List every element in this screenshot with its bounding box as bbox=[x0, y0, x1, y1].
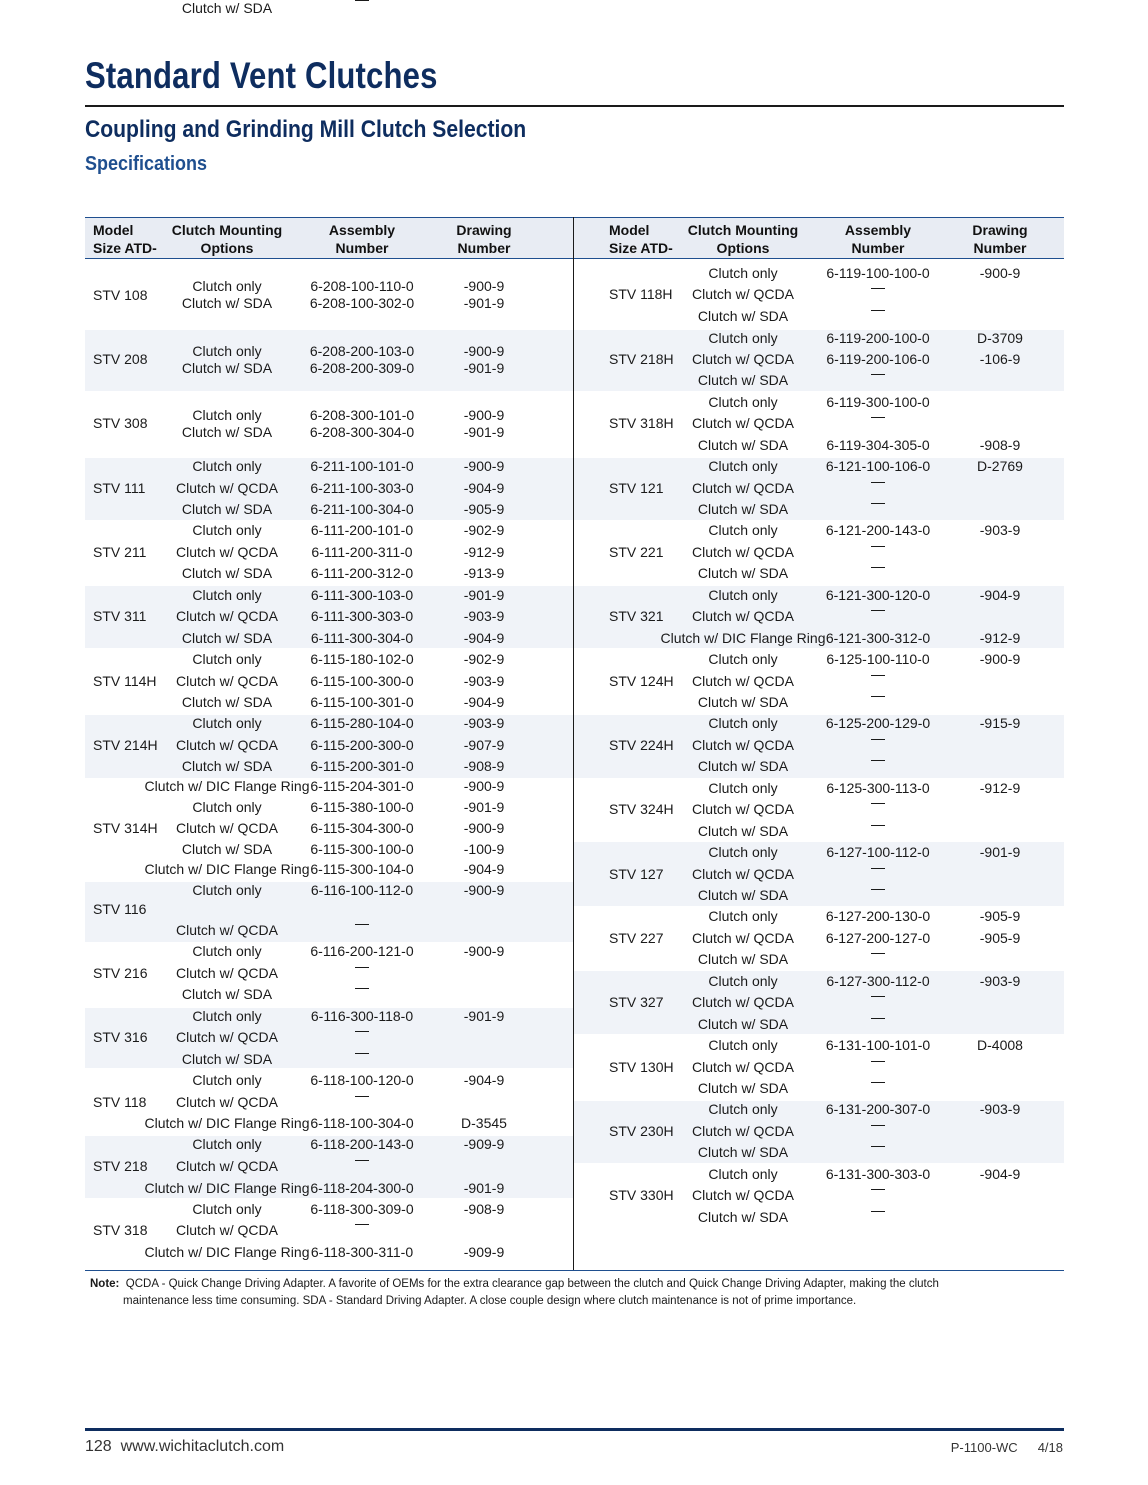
website-link[interactable]: www.wichitaclutch.com bbox=[120, 1438, 285, 1455]
assembly-number: 6-111-200-312-0 bbox=[310, 565, 414, 581]
assembly-number: 6-208-200-309-0 bbox=[309, 360, 415, 376]
assembly-number: 6-131-300-303-0 bbox=[825, 1166, 931, 1182]
mounting-option: Clutch only bbox=[708, 908, 778, 924]
mounting-option: Clutch only bbox=[708, 394, 778, 410]
assembly-number: 6-211-100-303-0 bbox=[310, 480, 414, 496]
mounting-option: Clutch w/ QCDA bbox=[176, 480, 278, 496]
mounting-option: Clutch only bbox=[708, 522, 778, 538]
drawing-number: -904-9 bbox=[979, 1166, 1021, 1182]
mounting-option: Clutch w/ QCDA bbox=[176, 544, 278, 560]
drawing-number: D-4008 bbox=[977, 1037, 1023, 1053]
assembly-number: 6-121-300-120-0 bbox=[825, 587, 931, 603]
assembly-number: 6-116-200-121-0 bbox=[310, 943, 414, 959]
assembly-number-dash bbox=[871, 696, 885, 697]
assembly-number-dash bbox=[355, 988, 369, 989]
mounting-option: Clutch w/ SDA bbox=[181, 1051, 273, 1067]
assembly-number-dash bbox=[355, 924, 369, 925]
drawing-number: -908-9 bbox=[463, 758, 505, 774]
mounting-option: Clutch w/ SDA bbox=[697, 823, 789, 839]
mounting-option: Clutch only bbox=[192, 1136, 262, 1152]
mounting-option: Clutch w/ SDA bbox=[181, 630, 273, 646]
model-size: STV 124H bbox=[609, 673, 674, 689]
drawing-number: -901-9 bbox=[463, 1180, 505, 1196]
assembly-number: 6-115-100-301-0 bbox=[310, 694, 414, 710]
assembly-number: 6-115-200-301-0 bbox=[310, 758, 414, 774]
mounting-option: Clutch w/ QCDA bbox=[692, 673, 794, 689]
mounting-option: Clutch w/ QCDA bbox=[692, 801, 794, 817]
assembly-number: 6-125-200-129-0 bbox=[825, 715, 931, 731]
mounting-option: Clutch w/ SDA bbox=[181, 841, 273, 857]
drawing-number: -900-9 bbox=[463, 343, 505, 359]
mounting-option: Clutch w/ QCDA bbox=[176, 1222, 278, 1238]
drawing-number: -905-9 bbox=[979, 930, 1021, 946]
assembly-number: 6-115-200-300-0 bbox=[310, 737, 414, 753]
mounting-option: Clutch only bbox=[708, 458, 778, 474]
assembly-number: 6-115-280-104-0 bbox=[310, 715, 414, 731]
mounting-option: Clutch w/ QCDA bbox=[176, 737, 278, 753]
header-assembly: Assembly Number bbox=[328, 222, 396, 256]
drawing-number: -901-9 bbox=[463, 295, 505, 311]
assembly-number: 6-211-100-304-0 bbox=[310, 501, 414, 517]
drawing-number: -908-9 bbox=[463, 1201, 505, 1217]
mounting-option: Clutch w/ QCDA bbox=[692, 994, 794, 1010]
drawing-number: D-3545 bbox=[461, 1115, 507, 1131]
assembly-number: 6-119-300-100-0 bbox=[826, 394, 930, 410]
mounting-option: Clutch only bbox=[192, 1072, 262, 1088]
assembly-number-dash bbox=[871, 1125, 885, 1126]
drawing-number: -900-9 bbox=[463, 778, 505, 794]
mounting-option: Clutch w/ SDA bbox=[181, 694, 273, 710]
drawing-number: -909-9 bbox=[463, 1136, 505, 1152]
drawing-number: -900-9 bbox=[979, 651, 1021, 667]
header-drawing: Drawing Number bbox=[972, 222, 1028, 256]
assembly-number-dash bbox=[871, 1146, 885, 1147]
mounting-option: Clutch w/ SDA bbox=[181, 360, 273, 376]
assembly-number: 6-127-200-127-0 bbox=[825, 930, 931, 946]
model-size: STV 318 bbox=[93, 1222, 148, 1238]
mounting-option: Clutch w/ SDA bbox=[697, 308, 789, 324]
drawing-number: -904-9 bbox=[463, 694, 505, 710]
assembly-number: 6-208-300-304-0 bbox=[309, 424, 415, 440]
drawing-number: -903-9 bbox=[463, 673, 505, 689]
assembly-number-dash bbox=[355, 967, 369, 968]
assembly-number-dash bbox=[871, 825, 885, 826]
mounting-option: Clutch w/ SDA bbox=[181, 501, 273, 517]
model-size: STV 111 bbox=[93, 480, 146, 496]
drawing-number: -903-9 bbox=[463, 608, 505, 624]
assembly-number: 6-116-300-118-0 bbox=[310, 1008, 414, 1024]
assembly-number: 6-208-200-103-0 bbox=[309, 343, 415, 359]
assembly-number: 6-115-180-102-0 bbox=[310, 651, 414, 667]
mounting-option: Clutch w/ QCDA bbox=[692, 1059, 794, 1075]
model-size: STV 218H bbox=[609, 351, 674, 367]
model-size: STV 311 bbox=[93, 608, 147, 624]
page-subtitle: Coupling and Grinding Mill Clutch Selection bbox=[85, 116, 527, 143]
assembly-number: 6-118-300-309-0 bbox=[310, 1201, 414, 1217]
mounting-option: Clutch w/ SDA bbox=[697, 887, 789, 903]
mounting-option: Clutch only bbox=[708, 1101, 778, 1117]
assembly-number: 6-111-300-103-0 bbox=[310, 587, 414, 603]
mounting-option: Clutch w/ DIC Flange Ring bbox=[144, 1244, 310, 1260]
drawing-number: -904-9 bbox=[463, 861, 505, 877]
mounting-option: Clutch w/ QCDA bbox=[692, 866, 794, 882]
drawing-number: -907-9 bbox=[463, 737, 505, 753]
mounting-option: Clutch w/ SDA bbox=[697, 1080, 789, 1096]
mounting-option: Clutch w/ QCDA bbox=[176, 1094, 278, 1110]
mounting-option: Clutch w/ DIC Flange Ring bbox=[144, 1180, 310, 1196]
mounting-option: Clutch only bbox=[708, 973, 778, 989]
model-size: STV 318H bbox=[609, 415, 674, 431]
assembly-number: 6-116-100-112-0 bbox=[310, 882, 414, 898]
drawing-number: -905-9 bbox=[463, 501, 505, 517]
mounting-option: Clutch only bbox=[708, 715, 778, 731]
drawing-number: -903-9 bbox=[979, 973, 1021, 989]
assembly-number-dash bbox=[871, 996, 885, 997]
assembly-number-dash bbox=[871, 803, 885, 804]
assembly-number: 6-121-100-106-0 bbox=[825, 458, 931, 474]
mounting-option: Clutch only bbox=[192, 1201, 262, 1217]
footer-left bbox=[85, 1438, 284, 1456]
assembly-number-dash bbox=[871, 1211, 885, 1212]
assembly-number-dash bbox=[871, 503, 885, 504]
footnote bbox=[90, 1276, 970, 1310]
model-size: STV 118H bbox=[609, 286, 673, 302]
assembly-number: 6-131-200-307-0 bbox=[825, 1101, 931, 1117]
assembly-number-dash bbox=[871, 374, 885, 375]
note-label: Note: bbox=[90, 1278, 120, 1290]
drawing-number: -908-9 bbox=[979, 437, 1021, 453]
assembly-number-dash bbox=[871, 310, 885, 311]
mounting-option: Clutch only bbox=[708, 587, 778, 603]
assembly-number-dash bbox=[355, 1096, 369, 1097]
assembly-number-dash bbox=[871, 760, 885, 761]
assembly-number-dash bbox=[871, 1189, 885, 1190]
mounting-option: Clutch w/ QCDA bbox=[176, 608, 278, 624]
page-number: 128 bbox=[85, 1438, 112, 1455]
assembly-number: 6-115-204-301-0 bbox=[310, 778, 414, 794]
model-size: STV 308 bbox=[93, 415, 148, 431]
assembly-number: 6-115-380-100-0 bbox=[310, 799, 414, 815]
assembly-number-dash bbox=[355, 1031, 369, 1032]
mounting-option: Clutch w/ QCDA bbox=[692, 351, 794, 367]
model-size: STV 114H bbox=[93, 673, 157, 689]
drawing-number: -902-9 bbox=[463, 522, 505, 538]
mounting-option: Clutch only bbox=[708, 1037, 778, 1053]
model-size: STV 216 bbox=[93, 965, 148, 981]
drawing-number: -900-9 bbox=[463, 820, 505, 836]
drawing-number: -912-9 bbox=[463, 544, 505, 560]
mounting-option: Clutch only bbox=[708, 651, 778, 667]
assembly-number-dash bbox=[871, 868, 885, 869]
drawing-number: -903-9 bbox=[979, 522, 1021, 538]
assembly-number-dash bbox=[355, 1053, 369, 1054]
mounting-option: Clutch w/ DIC Flange Ring bbox=[144, 778, 310, 794]
assembly-number: 6-121-300-312-0 bbox=[825, 630, 931, 646]
mounting-option: Clutch w/ SDA bbox=[697, 372, 789, 388]
drawing-number: -900-9 bbox=[463, 882, 505, 898]
table-header-left bbox=[85, 218, 573, 258]
column-divider bbox=[573, 217, 574, 1270]
mounting-option: Clutch w/ SDA bbox=[697, 1144, 789, 1160]
assembly-number: 6-115-100-300-0 bbox=[310, 673, 414, 689]
assembly-number: 6-211-100-101-0 bbox=[310, 458, 414, 474]
drawing-number: -901-9 bbox=[979, 844, 1021, 860]
assembly-number-dash bbox=[871, 610, 885, 611]
mounting-option: Clutch w/ QCDA bbox=[692, 544, 794, 560]
mounting-option: Clutch w/ SDA bbox=[181, 295, 273, 311]
mounting-option: Clutch w/ SDA bbox=[697, 501, 789, 517]
assembly-number: 6-121-200-143-0 bbox=[825, 522, 931, 538]
assembly-number-dash bbox=[871, 739, 885, 740]
model-size: STV 118 bbox=[93, 1094, 147, 1110]
mounting-option: Clutch w/ QCDA bbox=[692, 286, 794, 302]
model-size: STV 221 bbox=[609, 544, 664, 560]
drawing-number: -900-9 bbox=[463, 278, 505, 294]
drawing-number: -901-9 bbox=[463, 360, 505, 376]
model-size: STV 316 bbox=[93, 1029, 148, 1045]
assembly-number: 6-115-300-100-0 bbox=[310, 841, 414, 857]
model-size: STV 327 bbox=[609, 994, 664, 1010]
model-size: STV 314H bbox=[93, 820, 158, 836]
assembly-number-dash bbox=[871, 889, 885, 890]
assembly-number-dash bbox=[871, 1061, 885, 1062]
assembly-number: 6-115-300-104-0 bbox=[310, 861, 414, 877]
doc-code: P-1100-WC bbox=[950, 1440, 1018, 1455]
mounting-option: Clutch only bbox=[192, 715, 262, 731]
mounting-option: Clutch w/ SDA bbox=[697, 1016, 789, 1032]
assembly-number: 6-127-200-130-0 bbox=[825, 908, 931, 924]
assembly-number-dash bbox=[871, 417, 885, 418]
table-header-right bbox=[574, 218, 1064, 258]
header-options: Clutch Mounting Options bbox=[171, 222, 283, 256]
mounting-option: Clutch w/ SDA bbox=[697, 694, 789, 710]
mounting-option: Clutch w/ DIC Flange Ring bbox=[660, 630, 826, 646]
mounting-option: Clutch only bbox=[192, 587, 262, 603]
assembly-number: 6-208-300-101-0 bbox=[309, 407, 415, 423]
drawing-number: -904-9 bbox=[463, 1072, 505, 1088]
mounting-option: Clutch only bbox=[708, 265, 778, 281]
mounting-option: Clutch w/ QCDA bbox=[176, 922, 278, 938]
mounting-option: Clutch w/ SDA bbox=[697, 1209, 789, 1225]
assembly-number: 6-118-200-143-0 bbox=[310, 1136, 414, 1152]
page-title: Standard Vent Clutches bbox=[85, 55, 438, 96]
mounting-option: Clutch only bbox=[192, 343, 262, 359]
assembly-number-dash bbox=[871, 546, 885, 547]
model-group bbox=[85, 258, 573, 330]
drawing-number: -900-9 bbox=[979, 265, 1021, 281]
assembly-number: 6-118-100-304-0 bbox=[310, 1115, 414, 1131]
drawing-number: -904-9 bbox=[463, 630, 505, 646]
title-rule bbox=[85, 105, 1064, 107]
mounting-option: Clutch only bbox=[192, 407, 262, 423]
mounting-option: Clutch w/ SDA bbox=[181, 758, 273, 774]
footer-right bbox=[931, 1440, 1063, 1455]
mounting-option: Clutch only bbox=[708, 780, 778, 796]
assembly-number-dash bbox=[355, 1160, 369, 1161]
footer-rule bbox=[85, 1428, 1064, 1431]
model-size: STV 211 bbox=[93, 544, 147, 560]
model-size: STV 218 bbox=[93, 1158, 148, 1174]
drawing-number: -902-9 bbox=[463, 651, 505, 667]
mounting-option: Clutch only bbox=[708, 330, 778, 346]
drawing-number: -909-9 bbox=[463, 1244, 505, 1260]
drawing-number: -903-9 bbox=[463, 715, 505, 731]
mounting-option: Clutch w/ QCDA bbox=[692, 1123, 794, 1139]
mounting-option: Clutch only bbox=[192, 799, 262, 815]
assembly-number-dash bbox=[871, 567, 885, 568]
model-size: STV 130H bbox=[609, 1059, 674, 1075]
assembly-number-dash bbox=[871, 675, 885, 676]
drawing-number: -106-9 bbox=[979, 351, 1021, 367]
assembly-number-dash bbox=[871, 1082, 885, 1083]
mounting-option: Clutch only bbox=[192, 882, 262, 898]
assembly-number: 6-111-300-304-0 bbox=[310, 630, 414, 646]
assembly-number-dash bbox=[871, 1018, 885, 1019]
mounting-option: Clutch only bbox=[192, 651, 262, 667]
model-size: STV 214H bbox=[93, 737, 158, 753]
header-model: Model Size ATD- bbox=[609, 222, 673, 256]
assembly-number: 6-208-100-302-0 bbox=[309, 295, 415, 311]
mounting-option: Clutch w/ SDA bbox=[697, 951, 789, 967]
mounting-option: Clutch w/ SDA bbox=[181, 424, 273, 440]
mounting-option: Clutch w/ QCDA bbox=[692, 415, 794, 431]
mounting-option: Clutch w/ QCDA bbox=[176, 673, 278, 689]
note-line-2: maintenance less time consuming. SDA - Standard Driving Adapter. A close couple design where clutch maintenance is not of prime importance. bbox=[123, 1295, 857, 1307]
mounting-option: Clutch only bbox=[192, 522, 262, 538]
drawing-number: -905-9 bbox=[979, 908, 1021, 924]
drawing-number: -912-9 bbox=[979, 780, 1021, 796]
mounting-option: Clutch w/ SDA bbox=[181, 986, 273, 1002]
assembly-number: 6-119-100-100-0 bbox=[826, 265, 930, 281]
drawing-number: -900-9 bbox=[463, 407, 505, 423]
drawing-number: -904-9 bbox=[463, 480, 505, 496]
drawing-number: -900-9 bbox=[463, 943, 505, 959]
mounting-option: Clutch only bbox=[192, 1008, 262, 1024]
mounting-option: Clutch w/ SDA bbox=[697, 437, 789, 453]
mounting-option: Clutch w/ QCDA bbox=[692, 608, 794, 624]
assembly-number: 6-111-200-101-0 bbox=[310, 522, 414, 538]
assembly-number-dash bbox=[871, 482, 885, 483]
model-size: STV 121 bbox=[609, 480, 664, 496]
mounting-option: Clutch w/ QCDA bbox=[176, 820, 278, 836]
assembly-number: 6-131-100-101-0 bbox=[825, 1037, 931, 1053]
model-size: STV 230H bbox=[609, 1123, 674, 1139]
drawing-number: -903-9 bbox=[979, 1101, 1021, 1117]
model-size: STV 127 bbox=[609, 866, 664, 882]
drawing-number: D-2769 bbox=[977, 458, 1023, 474]
assembly-number-dash bbox=[355, 1224, 369, 1225]
model-size: STV 324H bbox=[609, 801, 674, 817]
assembly-number: 6-119-200-100-0 bbox=[826, 330, 930, 346]
mounting-option: Clutch w/ SDA bbox=[697, 565, 789, 581]
drawing-number: -915-9 bbox=[979, 715, 1021, 731]
assembly-number: 6-125-300-113-0 bbox=[826, 780, 930, 796]
drawing-number: -100-9 bbox=[463, 841, 505, 857]
drawing-number: -900-9 bbox=[463, 458, 505, 474]
model-size: STV 224H bbox=[609, 737, 674, 753]
mounting-option: Clutch w/ QCDA bbox=[692, 737, 794, 753]
mounting-option: Clutch w/ QCDA bbox=[692, 1187, 794, 1203]
assembly-number: 6-115-304-300-0 bbox=[310, 820, 414, 836]
mounting-option: Clutch w/ DIC Flange Ring bbox=[144, 1115, 310, 1131]
model-size: STV 321 bbox=[609, 608, 664, 624]
drawing-number: -901-9 bbox=[463, 424, 505, 440]
mounting-option: Clutch w/ QCDA bbox=[692, 480, 794, 496]
drawing-number: D-3709 bbox=[977, 330, 1023, 346]
mounting-option: Clutch w/ SDA bbox=[181, 0, 273, 16]
assembly-number: 6-111-300-303-0 bbox=[310, 608, 414, 624]
table-bottom-rule bbox=[85, 1270, 1064, 1271]
drawing-number: -901-9 bbox=[463, 587, 505, 603]
mounting-option: Clutch only bbox=[192, 278, 262, 294]
assembly-number-dash bbox=[355, 0, 369, 1]
drawing-number: -901-9 bbox=[463, 1008, 505, 1024]
assembly-number-dash bbox=[871, 953, 885, 954]
mounting-option: Clutch w/ QCDA bbox=[176, 965, 278, 981]
assembly-number: 6-111-200-311-0 bbox=[311, 544, 413, 560]
mounting-option: Clutch w/ SDA bbox=[181, 565, 273, 581]
section-heading: Specifications bbox=[85, 153, 208, 175]
mounting-option: Clutch only bbox=[708, 844, 778, 860]
header-assembly: Assembly Number bbox=[844, 222, 912, 256]
doc-date: 4/18 bbox=[1037, 1440, 1063, 1455]
note-line-1: QCDA - Quick Change Driving Adapter. A favorite of OEMs for the extra clearance gap between the clutch and Quick Change Driving Adapter, making the clutch bbox=[125, 1278, 939, 1290]
mounting-option: Clutch w/ QCDA bbox=[176, 1158, 278, 1174]
assembly-number: 6-119-200-106-0 bbox=[826, 351, 930, 367]
model-size: STV 330H bbox=[609, 1187, 674, 1203]
mounting-option: Clutch only bbox=[192, 458, 262, 474]
assembly-number: 6-119-304-305-0 bbox=[826, 437, 930, 453]
header-model: Model Size ATD- bbox=[93, 222, 157, 256]
model-size: STV 227 bbox=[609, 930, 664, 946]
assembly-number: 6-127-100-112-0 bbox=[826, 844, 930, 860]
mounting-option: Clutch only bbox=[708, 1166, 778, 1182]
header-options: Clutch Mounting Options bbox=[687, 222, 799, 256]
drawing-number: -913-9 bbox=[463, 565, 505, 581]
drawing-number: -901-9 bbox=[463, 799, 505, 815]
drawing-number: -904-9 bbox=[979, 587, 1021, 603]
assembly-number: 6-118-300-311-0 bbox=[310, 1244, 414, 1260]
model-size: STV 116 bbox=[93, 901, 147, 917]
model-size: STV 208 bbox=[93, 351, 148, 367]
mounting-option: Clutch w/ SDA bbox=[697, 758, 789, 774]
mounting-option: Clutch only bbox=[192, 943, 262, 959]
drawing-number: -912-9 bbox=[979, 630, 1021, 646]
header-drawing: Drawing Number bbox=[456, 222, 512, 256]
assembly-number: 6-208-100-110-0 bbox=[310, 278, 414, 294]
mounting-option: Clutch w/ QCDA bbox=[692, 930, 794, 946]
assembly-number: 6-127-300-112-0 bbox=[826, 973, 930, 989]
mounting-option: Clutch w/ DIC Flange Ring bbox=[144, 861, 310, 877]
assembly-number: 6-125-100-110-0 bbox=[826, 651, 930, 667]
assembly-number: 6-118-100-120-0 bbox=[310, 1072, 414, 1088]
mounting-option: Clutch w/ QCDA bbox=[176, 1029, 278, 1045]
assembly-number-dash bbox=[871, 288, 885, 289]
assembly-number: 6-118-204-300-0 bbox=[310, 1180, 414, 1196]
model-size: STV 108 bbox=[93, 287, 148, 303]
